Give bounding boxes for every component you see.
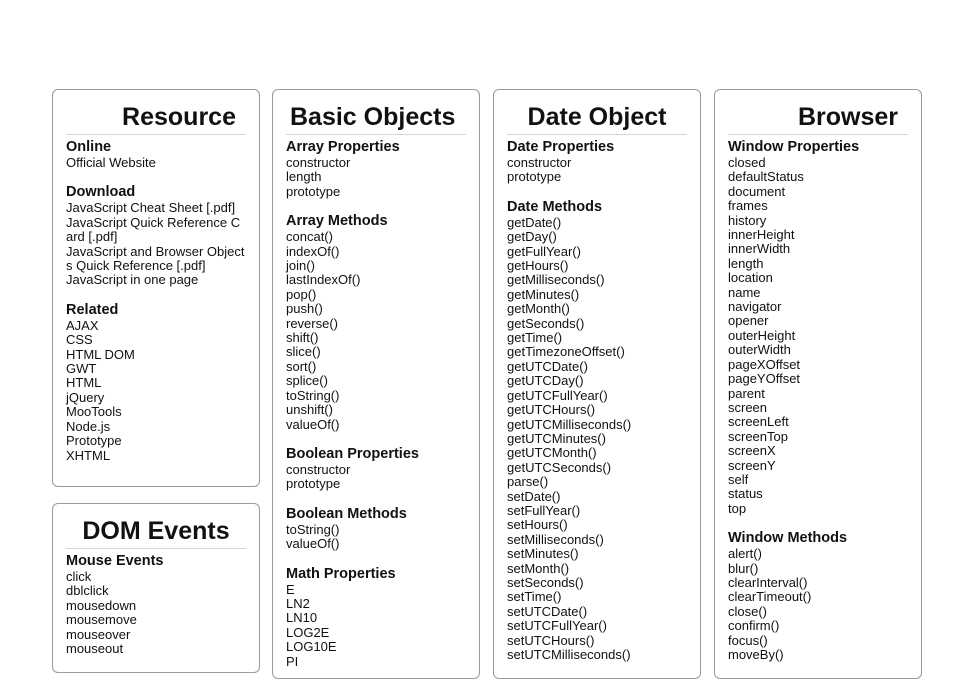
card-sections xyxy=(66,553,246,656)
card-title: Browser xyxy=(728,102,908,135)
link-history[interactable]: history xyxy=(728,212,767,228)
link-dblclick[interactable]: dblclick xyxy=(66,583,109,599)
link-gettime[interactable]: getTime() xyxy=(507,330,563,346)
card-sections xyxy=(728,139,908,662)
section-title: Window Properties xyxy=(728,139,860,155)
link-mousedown[interactable]: mousedown xyxy=(66,597,137,613)
link-log10e[interactable]: LOG10E xyxy=(286,639,337,655)
link-screen[interactable]: screen xyxy=(728,399,768,415)
link-slice[interactable]: slice() xyxy=(286,344,321,360)
link-javascript-and-browser-objects-quick-reference-pdf[interactable]: JavaScript and Browser Objects Quick Reference [.pdf] xyxy=(66,243,245,274)
link-screentop[interactable]: screenTop xyxy=(728,428,788,444)
link-mouseout[interactable]: mouseout xyxy=(66,641,124,657)
link-javascript-in-one-page[interactable]: JavaScript in one page xyxy=(66,272,199,288)
section-title: Date Properties xyxy=(507,139,615,155)
link-screeny[interactable]: screenY xyxy=(728,457,776,473)
link-splice[interactable]: splice() xyxy=(286,373,328,389)
link-settime[interactable]: setTime() xyxy=(507,589,562,605)
section-boolean-methods xyxy=(286,506,466,552)
link-getseconds[interactable]: getSeconds() xyxy=(507,315,585,331)
link-html-dom[interactable]: HTML DOM xyxy=(66,346,135,362)
link-name[interactable]: name xyxy=(728,284,761,300)
link-prototype[interactable]: prototype xyxy=(286,476,341,492)
link-mootools[interactable]: MooTools xyxy=(66,404,122,420)
link-unshift[interactable]: unshift() xyxy=(286,402,333,418)
link-setmilliseconds[interactable]: setMilliseconds() xyxy=(507,531,604,547)
section-mouse-events xyxy=(66,553,246,656)
section-title: Boolean Properties xyxy=(286,445,419,462)
link-getday[interactable]: getDay() xyxy=(507,229,557,245)
card-date-object xyxy=(493,89,701,679)
section-window-properties xyxy=(728,139,908,516)
card-title: DOM Events xyxy=(66,516,246,549)
link-getdate[interactable]: getDate() xyxy=(507,214,562,230)
link-valueof[interactable]: valueOf() xyxy=(286,536,340,552)
section-title: Related xyxy=(66,301,119,318)
link-prototype[interactable]: prototype xyxy=(507,169,562,185)
link-length[interactable]: length xyxy=(286,169,322,185)
link-push[interactable]: push() xyxy=(286,301,323,317)
section-title: Array Methods xyxy=(286,213,388,230)
link-e[interactable]: E xyxy=(286,581,295,597)
section-download xyxy=(66,184,246,287)
link-getfullyear[interactable]: getFullYear() xyxy=(507,243,581,259)
link-setminutes[interactable]: setMinutes() xyxy=(507,546,579,562)
link-join[interactable]: join() xyxy=(286,258,315,274)
card-sections xyxy=(66,139,246,463)
card-resource xyxy=(52,89,260,487)
link-confirm[interactable]: confirm() xyxy=(728,618,780,634)
link-navigator[interactable]: navigator xyxy=(728,299,782,315)
link-self[interactable]: self xyxy=(728,471,749,487)
link-pagexoffset[interactable]: pageXOffset xyxy=(728,356,801,372)
link-xhtml[interactable]: XHTML xyxy=(66,447,111,463)
link-html[interactable]: HTML xyxy=(66,375,102,391)
link-prototype[interactable]: prototype xyxy=(286,183,341,199)
link-getutcfullyear[interactable]: getUTCFullYear() xyxy=(507,387,608,403)
link-indexof[interactable]: indexOf() xyxy=(286,243,340,259)
card-sections xyxy=(507,139,687,662)
link-prototype[interactable]: Prototype xyxy=(66,433,122,449)
link-constructor[interactable]: constructor xyxy=(286,461,351,477)
link-getutcmilliseconds[interactable]: getUTCMilliseconds() xyxy=(507,416,632,432)
link-official-website[interactable]: Official Website xyxy=(66,155,156,170)
section-window-methods xyxy=(728,530,908,662)
section-title: Math Properties xyxy=(286,565,396,582)
link-ln10[interactable]: LN10 xyxy=(286,610,318,626)
link-outerheight[interactable]: outerHeight xyxy=(728,327,796,343)
section-title: Online xyxy=(66,139,112,155)
link-log2e[interactable]: LOG2E xyxy=(286,624,330,640)
link-setdate[interactable]: setDate() xyxy=(507,488,561,504)
link-setfullyear[interactable]: setFullYear() xyxy=(507,502,581,518)
section-date-methods xyxy=(507,199,687,663)
link-close[interactable]: close() xyxy=(728,603,768,619)
link-sort[interactable]: sort() xyxy=(286,358,317,374)
card-title: Basic Objects xyxy=(286,102,466,135)
link-javascript-cheat-sheet-pdf[interactable]: JavaScript Cheat Sheet [.pdf] xyxy=(66,200,236,216)
link-innerwidth[interactable]: innerWidth xyxy=(728,241,791,257)
link-screenleft[interactable]: screenLeft xyxy=(728,414,789,430)
link-sethours[interactable]: setHours() xyxy=(507,517,568,533)
link-defaultstatus[interactable]: defaultStatus xyxy=(728,169,804,185)
link-getutcdate[interactable]: getUTCDate() xyxy=(507,358,588,374)
link-pageyoffset[interactable]: pageYOffset xyxy=(728,371,801,387)
link-valueof[interactable]: valueOf() xyxy=(286,416,340,432)
link-css[interactable]: CSS xyxy=(66,332,93,348)
section-boolean-properties xyxy=(286,446,466,492)
link-alert[interactable]: alert() xyxy=(728,546,762,562)
link-focus[interactable]: focus() xyxy=(728,632,768,648)
link-gwt[interactable]: GWT xyxy=(66,361,97,377)
link-getmonth[interactable]: getMonth() xyxy=(507,301,570,317)
link-getminutes[interactable]: getMinutes() xyxy=(507,286,580,302)
link-jquery[interactable]: jQuery xyxy=(66,389,105,405)
section-title: Date Methods xyxy=(507,198,603,215)
link-node-js[interactable]: Node.js xyxy=(66,418,111,434)
section-math-properties xyxy=(286,566,466,669)
link-document[interactable]: document xyxy=(728,183,786,199)
link-location[interactable]: location xyxy=(728,270,773,286)
link-lastindexof[interactable]: lastIndexOf() xyxy=(286,272,361,288)
card-browser xyxy=(714,89,922,679)
link-screenx[interactable]: screenX xyxy=(728,443,776,459)
link-getutcminutes[interactable]: getUTCMinutes() xyxy=(507,430,606,446)
link-reverse[interactable]: reverse() xyxy=(286,315,339,331)
link-setmonth[interactable]: setMonth() xyxy=(507,560,570,576)
link-moveby[interactable]: moveBy() xyxy=(728,647,784,662)
link-top[interactable]: top xyxy=(728,500,747,516)
link-setutcmilliseconds[interactable]: setUTCMilliseconds() xyxy=(507,647,631,662)
link-getutcday[interactable]: getUTCDay() xyxy=(507,373,584,389)
link-setutcfullyear[interactable]: setUTCFullYear() xyxy=(507,618,607,634)
link-frames[interactable]: frames xyxy=(728,198,768,214)
link-constructor[interactable]: constructor xyxy=(286,155,351,170)
link-shift[interactable]: shift() xyxy=(286,330,319,346)
link-opener[interactable]: opener xyxy=(728,313,769,329)
section-title: Window Methods xyxy=(728,530,848,547)
link-gettimezoneoffset[interactable]: getTimezoneOffset() xyxy=(507,344,625,360)
link-outerwidth[interactable]: outerWidth xyxy=(728,342,791,358)
link-parent[interactable]: parent xyxy=(728,385,765,401)
link-setutchours[interactable]: setUTCHours() xyxy=(507,632,595,648)
link-click[interactable]: click xyxy=(66,569,92,584)
link-getutchours[interactable]: getUTCHours() xyxy=(507,402,596,418)
link-mousemove[interactable]: mousemove xyxy=(66,612,137,628)
link-status[interactable]: status xyxy=(728,486,763,502)
link-innerheight[interactable]: innerHeight xyxy=(728,227,795,243)
section-date-properties xyxy=(507,139,687,185)
link-gethours[interactable]: getHours() xyxy=(507,258,569,274)
link-tostring[interactable]: toString() xyxy=(286,387,340,403)
link-parse[interactable]: parse() xyxy=(507,474,549,490)
link-clearinterval[interactable]: clearInterval() xyxy=(728,574,808,590)
link-mouseover[interactable]: mouseover xyxy=(66,626,131,642)
link-length[interactable]: length xyxy=(728,255,764,271)
link-ln2[interactable]: LN2 xyxy=(286,595,310,611)
link-concat[interactable]: concat() xyxy=(286,229,333,245)
link-setutcdate[interactable]: setUTCDate() xyxy=(507,603,588,619)
link-getutcseconds[interactable]: getUTCSeconds() xyxy=(507,459,612,475)
link-javascript-quick-reference-card-pdf[interactable]: JavaScript Quick Reference Card [.pdf] xyxy=(66,214,241,245)
card-dom-events xyxy=(52,503,260,673)
card-basic-objects xyxy=(272,89,480,679)
link-cleartimeout[interactable]: clearTimeout() xyxy=(728,589,812,605)
section-related xyxy=(66,302,246,463)
section-title: Download xyxy=(66,184,136,201)
card-title: Date Object xyxy=(507,102,687,135)
link-pi[interactable]: PI xyxy=(286,653,299,669)
link-closed[interactable]: closed xyxy=(728,155,766,170)
link-blur[interactable]: blur() xyxy=(728,560,759,576)
section-title: Boolean Methods xyxy=(286,505,407,522)
card-sections xyxy=(286,139,466,669)
link-getmilliseconds[interactable]: getMilliseconds() xyxy=(507,272,605,288)
link-ajax[interactable]: AJAX xyxy=(66,317,99,333)
section-array-methods xyxy=(286,213,466,432)
link-pop[interactable]: pop() xyxy=(286,286,317,302)
section-title: Mouse Events xyxy=(66,553,164,569)
section-array-properties xyxy=(286,139,466,199)
link-setseconds[interactable]: setSeconds() xyxy=(507,574,584,590)
link-tostring[interactable]: toString() xyxy=(286,521,340,537)
section-title: Array Properties xyxy=(286,139,400,155)
card-title: Resource xyxy=(66,102,246,135)
link-getutcmonth[interactable]: getUTCMonth() xyxy=(507,445,597,461)
link-constructor[interactable]: constructor xyxy=(507,155,572,170)
section-online xyxy=(66,139,246,170)
